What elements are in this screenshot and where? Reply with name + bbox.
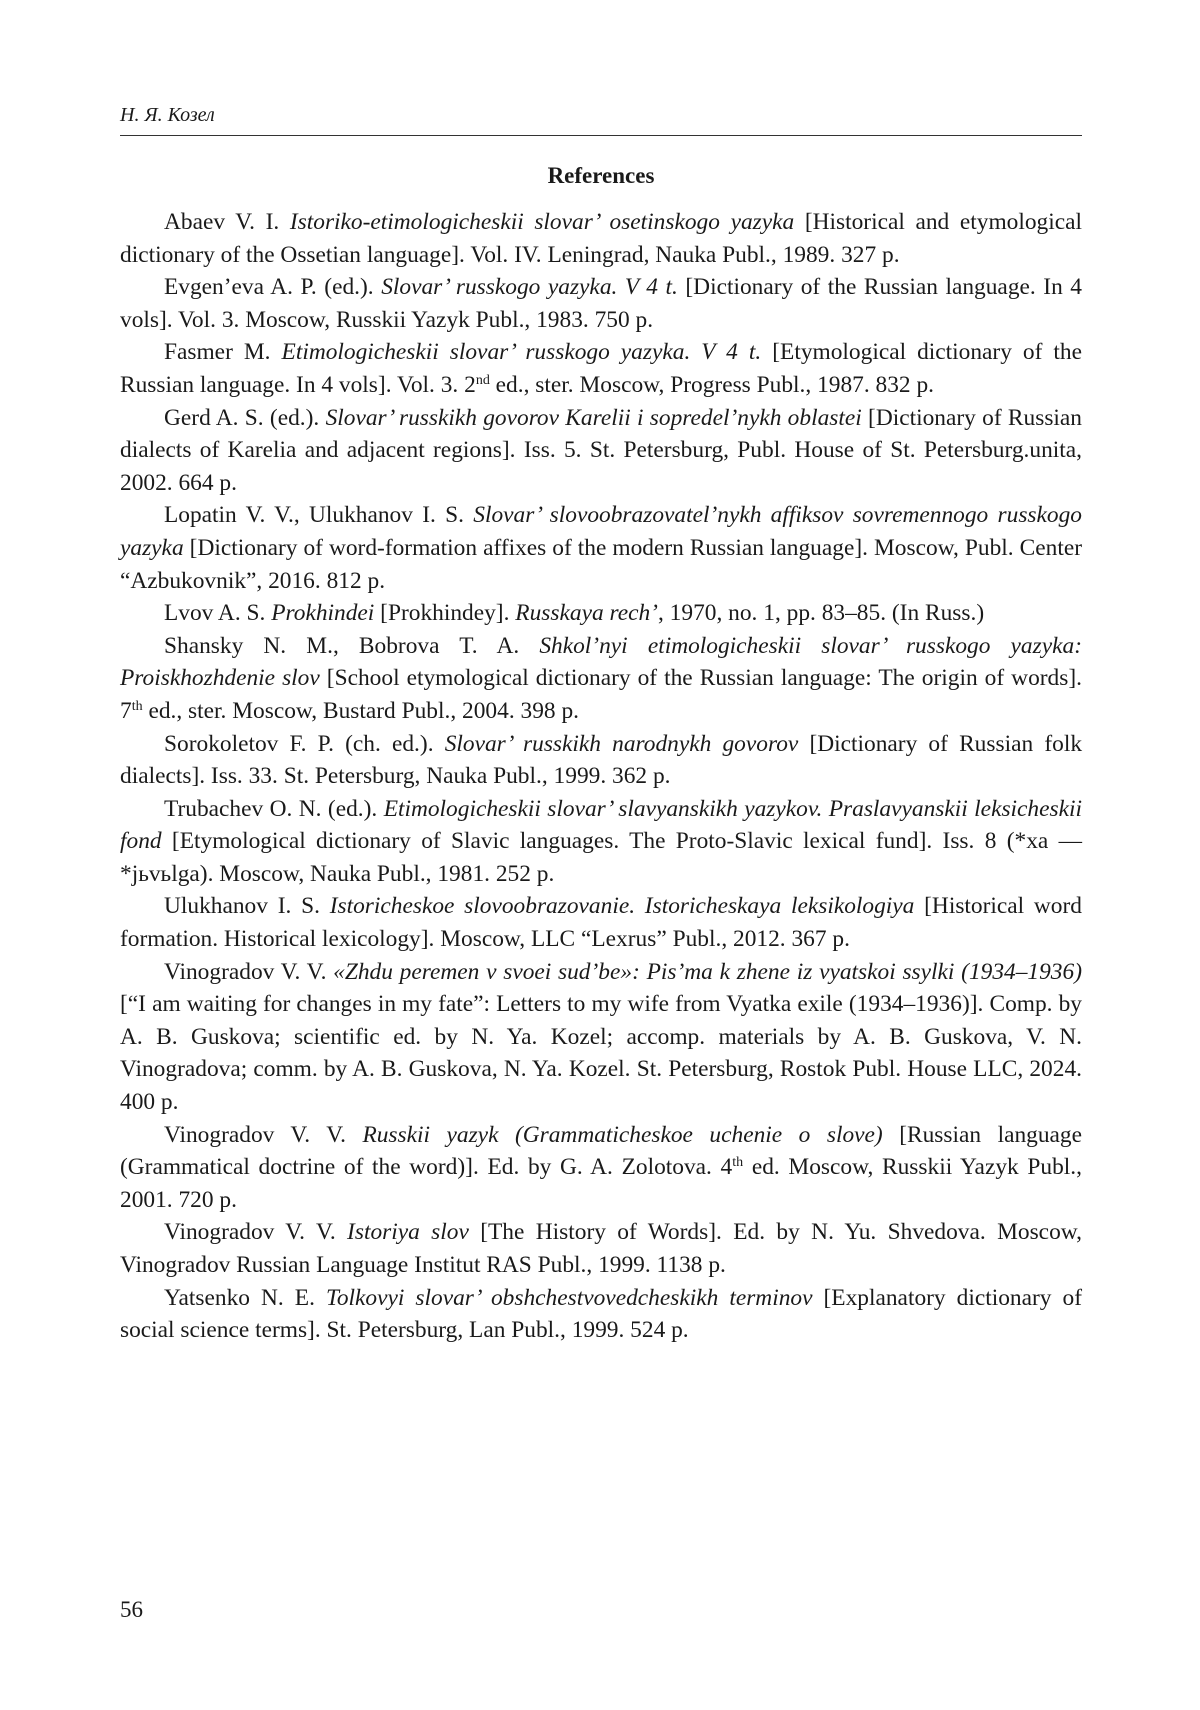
reference-entry	[120, 890, 1082, 955]
reference-details: [The History of Words]. Ed. by N. Yu. Shvedova. Moscow, Vinogradov Russian Language Institut RAS Publ., 1999. 1138 p.	[120, 1219, 1082, 1278]
reference-entry	[120, 206, 1082, 271]
reference-title: Prokhindei	[271, 600, 375, 627]
reference-title: Tolkovyi slovar’ obshchestvovedcheskikh terminov	[325, 1284, 813, 1311]
reference-entry	[120, 793, 1082, 891]
reference-authors: Lvov A. S.	[164, 600, 272, 627]
reference-details: [Russian language (Grammatical doctrine of the word)]. Ed. by G. A. Zolotova. 4	[120, 1121, 1082, 1181]
reference-title: Etimologicheskii slovar’ slavyanskikh yazykov. Praslavyanskii leksicheskii fond	[120, 795, 1082, 855]
reference-authors: Gerd A. S. (ed.).	[164, 404, 326, 431]
edition-superscript: th	[732, 1155, 744, 1171]
reference-entry	[120, 336, 1082, 401]
reference-entry	[120, 597, 1082, 630]
reference-details: [Dictionary of the Russian language. In 4 vols]. Vol. 3. Moscow, Russkii Yazyk Publ., 1983. 750 p.	[120, 274, 1082, 333]
reference-entry	[120, 402, 1082, 500]
reference-details: [Historical word formation. Historical lexicology]. Moscow, LLC “Lexrus” Publ., 2012. 367 p.	[120, 893, 1082, 953]
reference-title: «Zhdu peremen v svoei sud’be»: Pis’ma k zhene iz vyatskoi ssylki (1934–1936)	[333, 958, 1082, 985]
reference-authors: Yatsenko N. E.	[164, 1284, 326, 1311]
reference-authors: Vinogradov V. V.	[164, 1121, 363, 1148]
reference-title: Shkol’nyi etimologicheskii slovar’ russkogo yazyka: Proiskhozhdenie slov	[120, 632, 1082, 692]
edition-superscript: th	[131, 698, 143, 714]
running-head-author: Н. Я. Козел	[120, 104, 215, 126]
reference-title: Istoriya slov	[347, 1219, 469, 1246]
journal-title: Russkaya rech’	[515, 600, 658, 627]
reference-entry	[120, 499, 1082, 597]
reference-entry	[120, 271, 1082, 336]
reference-details: [“I am waiting for changes in my fate”: Letters to my wife from Vyatka exile (1934–1936)]. Comp. by A. B. Guskova; scientific ed. by N. Ya. Kozel; accomp. materials by A. B. Guskova, V. N. Vinogradova; comm. by A. B. Guskova, N. Ya. Kozel. St. Petersburg, Rostok Publ. House LLC, 2024. 400 p.	[120, 991, 1082, 1116]
reference-details: [Prokhindey].	[374, 600, 516, 627]
reference-title: Slovar’ russkikh govorov Karelii i sopredel’nykh oblastei	[325, 404, 862, 431]
reference-entry	[120, 956, 1082, 1119]
reference-title: Slovar’ russkogo yazyka. V 4 t.	[381, 274, 678, 301]
reference-authors: Lopatin V. V., Ulukhanov I. S.	[164, 502, 474, 529]
reference-details: [Etymological dictionary of Slavic languages. The Proto-Slavic lexical fund]. Iss. 8 (*xa — *jьvьlga). Moscow, Nauka Publ., 1981. 252 p.	[120, 828, 1082, 887]
reference-details: [Dictionary of Russian dialects of Karelia and adjacent regions]. Iss. 5. St. Petersburg, Publ. House of St. Petersburg.unita, 2002. 664 p.	[120, 404, 1082, 496]
reference-title: Slovar’ russkikh narodnykh govorov	[444, 730, 799, 757]
reference-details-continued: ed., ster. Moscow, Bustard Publ., 2004. 398 p.	[142, 697, 579, 724]
reference-details: [Historical and etymological dictionary of the Ossetian language]. Vol. IV. Leningrad, Nauka Publ., 1989. 327 p.	[120, 209, 1082, 268]
reference-authors: Fasmer M.	[164, 339, 282, 366]
reference-entry	[120, 728, 1082, 793]
reference-list	[120, 206, 1082, 1347]
section-title: References	[547, 163, 655, 188]
reference-entry	[120, 1216, 1082, 1281]
reference-authors: Trubachev O. N. (ed.).	[164, 795, 384, 822]
reference-details: [Dictionary of Russian folk dialects]. Iss. 33. St. Petersburg, Nauka Publ., 1999. 362 p.	[120, 730, 1083, 790]
reference-details: [Etymological dictionary of the Russian language. In 4 vols]. Vol. 3. 2	[120, 339, 1083, 398]
reference-authors: Vinogradov V. V.	[164, 958, 334, 985]
reference-title: Istoricheskoe slovoobrazovanie. Istoricheskaya leksikologiya	[329, 893, 915, 920]
reference-authors: Vinogradov V. V.	[164, 1219, 348, 1246]
reference-title: Slovar’ slovoobrazovatel’nykh affiksov sovremennogo russkogo yazyka	[120, 502, 1082, 561]
reference-authors: Sorokoletov F. P. (ch. ed.).	[164, 730, 445, 757]
reference-details-continued: ed. Moscow, Russkii Yazyk Publ., 2001. 720 p.	[120, 1154, 1082, 1213]
reference-entry	[120, 630, 1082, 728]
header-rule	[120, 135, 1082, 136]
reference-entry	[120, 1119, 1082, 1217]
reference-details-continued: ed., ster. Moscow, Progress Publ., 1987. 832 p.	[489, 371, 935, 398]
edition-superscript: nd	[475, 372, 490, 388]
reference-title: Etimologicheskii slovar’ russkogo yazyka. V 4 t.	[281, 339, 762, 366]
reference-authors: Evgen’eva A. P. (ed.).	[164, 274, 382, 301]
reference-details: [Explanatory dictionary of social science terms]. St. Petersburg, Lan Publ., 1999. 524 p.	[120, 1284, 1083, 1344]
reference-title: Istoriko-etimologicheskii slovar’ osetinskogo yazyka	[289, 209, 795, 235]
reference-authors: Shansky N. M., Bobrova T. A.	[164, 632, 540, 659]
reference-authors: Ulukhanov I. S.	[164, 893, 330, 920]
reference-title: Russkii yazyk (Grammaticheskoe uchenie o slove)	[362, 1121, 883, 1148]
reference-entry	[120, 1282, 1082, 1347]
reference-details-continued: , 1970, no. 1, pp. 83–85. (In Russ.)	[657, 600, 985, 627]
page-number: 56	[120, 1597, 143, 1622]
reference-details: [School etymological dictionary of the Russian language: The origin of words]. 7	[120, 665, 1082, 724]
reference-authors: Abaev V. I.	[164, 209, 290, 235]
reference-details: [Dictionary of word-formation affixes of the modern Russian language]. Moscow, Publ. Center “Azbukovnik”, 2016. 812 p.	[120, 534, 1082, 594]
